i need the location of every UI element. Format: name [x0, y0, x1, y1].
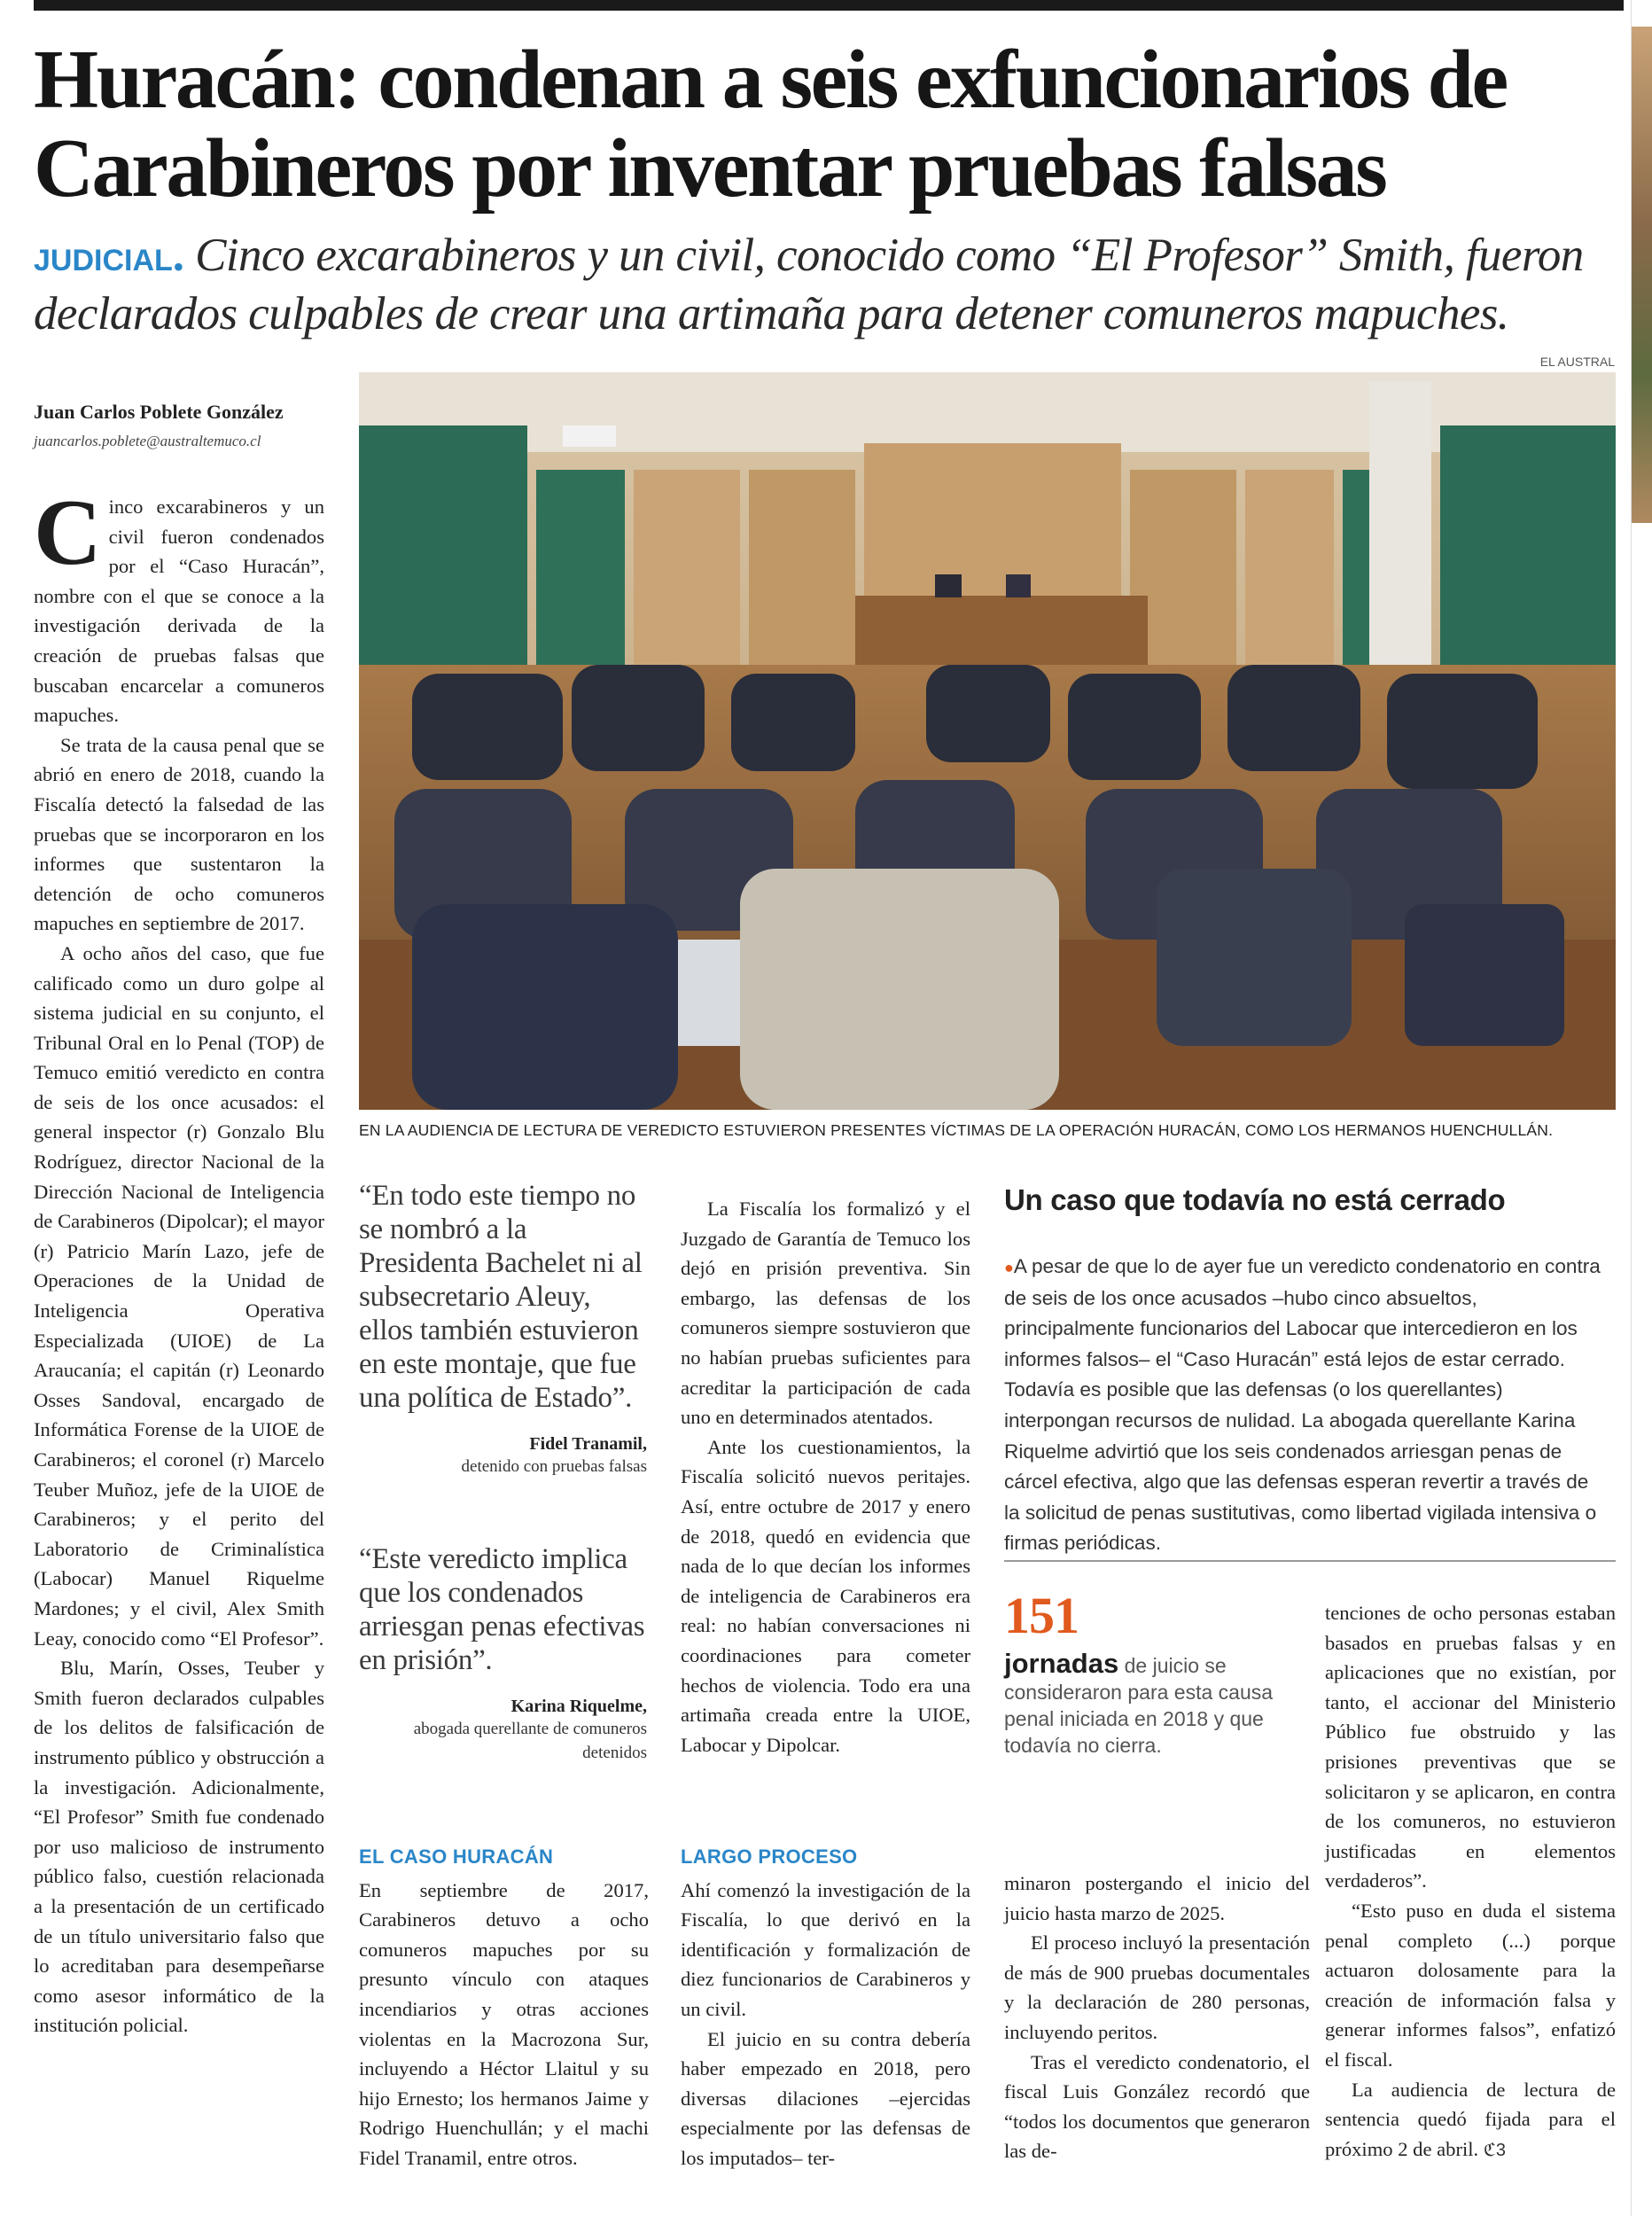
paragraph: Tras el veredicto condenatorio, el fiscal Luis González recordó que “todos los documentos que generaron las de-	[1004, 2050, 1310, 2163]
quote-author: Fidel Tranamil,	[529, 1434, 647, 1454]
paragraph: tenciones de ocho personas estaban basados en pruebas falsas y en aplicaciones que no existían, por tanto, el accionar del Ministerio Público fue obstruido y las prisiones preventivas que se solicitaron y se aplicaron, en contra de los comuneros, no estuvieron justificadas en elementos verdaderos”.	[1325, 1602, 1616, 1892]
drop-cap: C	[34, 480, 102, 584]
paragraph	[1325, 2075, 1616, 2166]
stat-description	[1004, 1650, 1310, 1759]
quote-role: detenido con pruebas falsas	[461, 1457, 647, 1476]
section-heading: EL CASO HURACÁN	[359, 1845, 554, 1868]
paragraph: Ante los cuestionamientos, la Fiscalía solicitó nuevos peritajes. Así, entre octubre de 2017 y enero de 2018, quedó en evidencia que nada de lo que decían los informes de inteligencia de Carabineros era real: no habían conversaciones ni coordinaciones para cometer hechos de violencia. Todo era una artimaña creada entre la UIOE, Labocar y Dipolcar.	[681, 1435, 970, 1756]
quote-text: “Este veredicto implica que los condenados arriesgan penas efectivas en prisión”.	[359, 1543, 645, 1676]
stat-label: jornadas	[1004, 1648, 1119, 1679]
quote-role: abogada querellante de comuneros detenidos	[413, 1720, 647, 1762]
deck: JUDICIAL. Cinco excarabineros y un civil, conocido como “El Profesor” Smith, fueron declarados culpables de crear una artimaña para detener comuneros mapuches.	[34, 230, 1584, 339]
sidebar-body	[1004, 1252, 1607, 1559]
column-1	[34, 480, 324, 2040]
paragraph: En septiembre de 2017, Carabineros detuvo a ocho comuneros mapuches por su presunto vínculo con ataques incendiarios y otras acciones violentas en la Macrozona Sur, incluyendo a Héctor Llaitul y su hijo Ernesto; los hermanos Jaime y Rodrigo Huenchullán; y el machi Fidel Tranamil, entre otros.	[359, 1878, 649, 2169]
paragraph: El proceso incluyó la presentación de más de 900 pruebas documentales y la declaración de 280 personas, incluyendo peritos.	[1004, 1931, 1310, 2043]
paragraph: A ocho años del caso, que fue calificado como un duro golpe al sistema judicial en su conjunto, el Tribunal Oral en lo Penal (TOP) de Temuco emitió veredicto en contra de seis de los once acusados: el general inspector (r) Gonzalo Blu Rodríguez, director Nacional de la Dirección Nacional de Inteligencia de Carabineros (Dipolcar); el mayor (r) Patricio Marín Lazo, jefe de Operaciones de la Unidad de Inteligencia Operativa Especializada (UIOE) de La Araucanía; el capitán (r) Leonardo Osses Sandoval, encargado de Informática Forense de la UIOE de Carabineros; el coronel (r) Marcelo Teuber Muñoz, jefe de la UIOE de Carabineros; y el perito del Laboratorio de Criminalística (Labocar) Manuel Riquelme Mardones; y el civil, Alex Smith Leay, conocido como “El Profesor”.	[34, 941, 324, 1650]
pull-quote-1	[359, 1179, 647, 1479]
photo-credit: EL AUSTRAL	[1539, 355, 1615, 369]
column-3	[681, 1194, 970, 1760]
lead-text: inco excarabineros y un civil fueron condenados por el “Caso Huracán”, nombre con el que se conoce a la investigación derivada de la creación de pruebas falsas que buscaban encarcelar a comuneros mapuches.	[34, 495, 324, 727]
deck-kicker: JUDICIAL	[34, 244, 173, 277]
paragraph: Ahí comenzó la investigación de la Fiscalía, lo que derivó en la identificación y formalización de diez funcionarios de Carabineros y un civil.	[681, 1878, 970, 2020]
sidebar-title: Un caso que todavía no está cerrado	[1004, 1183, 1506, 1216]
paragraph: “Esto puso en duda el sistema penal completo (...) porque actuaron dolosamente para la creación de información falsa y generar informes falsos”, enfatizó el fiscal.	[1325, 1899, 1616, 2071]
paragraph: Se trata de la causa penal que se abrió en enero de 2018, cuando la Fiscalía detectó la falsedad de las pruebas que se incorporaron en los informes que sustentaron la detención de ocho comuneros mapuches en septiembre de 2017.	[34, 733, 324, 935]
paragraph: La Fiscalía los formalizó y el Juzgado de Garantía de Temuco los dejó en prisión preventiva. Sin embargo, las defensas de los comuneros siempre sostuvieron que no habían pruebas suficientes para acreditar la participación de cada uno en determinados atentados.	[681, 1198, 970, 1429]
author-name: Juan Carlos Poblete González	[34, 401, 284, 423]
column-5	[1325, 1598, 1616, 2165]
closing-text: La audiencia de lectura de sentencia quedó fijada para el próximo 2 de abril.	[1325, 2078, 1616, 2160]
pull-quote-2	[359, 1542, 647, 1765]
adjacent-page-edge	[1631, 0, 1652, 2216]
courtroom-photo	[359, 372, 1616, 1110]
author-email: juancarlos.poblete@australtemuco.cl	[34, 433, 261, 449]
sidebar-text: A pesar de que lo de ayer fue un veredicto condenatorio en contra de seis de los once acusados –hubo cinco absueltos, principalmente funcionarios del Labocar que intercedieron en los informes falsos– el “Caso Huracán” está lejos de estar cerrado. Todavía es posible que las defensas (o los querellantes) interpongan recursos de nulidad. La abogada querellante Karina Riquelme advirtió que los seis condenados arriesgan penas de cárcel efectiva, algo que las defensas esperan revertir a través de la solicitud de penas sustitutivas, como libertad vigilada intensiva o firmas periódicas.	[1004, 1255, 1601, 1555]
paragraph: Blu, Marín, Osses, Teuber y Smith fueron declarados culpables de los delitos de falsificación de instrumento público y obstrucción a la investigación. Adicionalmente, “El Profesor” Smith fue condenado por uso malicioso de instrumento público falso, cuestión relacionada a la presentación de un certificado de un título universitario falso que lo acreditaban para desempeñarse como asesor informático de la institución policial.	[34, 1657, 324, 2037]
paragraph: El juicio en su contra debería haber empezado en 2018, pero diversas dilaciones –ejercidas especialmente por las defensas de los imputados– ter-	[681, 2027, 970, 2169]
paragraph: minaron postergando el inicio del juicio hasta marzo de 2025.	[1004, 1872, 1310, 1924]
adjacent-photo	[1632, 27, 1652, 523]
stat-number: 151	[1004, 1587, 1079, 1644]
byline	[34, 401, 335, 450]
section-heading: LARGO PROCESO	[681, 1845, 858, 1868]
section-caso-huracan	[359, 1842, 649, 2173]
bullet-icon: ●	[1004, 1259, 1014, 1276]
deck-text: Cinco excarabineros y un civil, conocido como “El Profesor” Smith, fueron declarados culpables de crear una artimaña para detener comuneros mapuches.	[34, 230, 1584, 339]
quote-text: “En todo este tiempo no se nombró a la Presidenta Bachelet ni al subsecretario Aleuy, ellos también estuvieron en este montaje, que fue una política de Estado”.	[359, 1180, 643, 1414]
divider	[1004, 1560, 1616, 1562]
section-largo-proceso	[681, 1842, 970, 2173]
top-rule	[34, 0, 1624, 11]
end-mark-icon: ℭ3	[1483, 2140, 1507, 2160]
lead-paragraph	[34, 480, 324, 730]
headline: Huracán: condenan a seis exfuncionarios de Carabineros por inventar pruebas falsas	[34, 34, 1507, 215]
stat-text: de juicio se consideraron para esta causa penal iniciada en 2018 y que todavía no cierra.	[1004, 1654, 1274, 1757]
photo-caption: EN LA AUDIENCIA DE LECTURA DE VEREDICTO ESTUVIERON PRESENTES VÍCTIMAS DE LA OPERACIÓN HURACÁN, COMO LOS HERMANOS HUENCHULLÁN.	[359, 1121, 1554, 1139]
column-4	[1004, 1869, 1310, 2166]
quote-author: Karina Riquelme,	[510, 1697, 647, 1716]
